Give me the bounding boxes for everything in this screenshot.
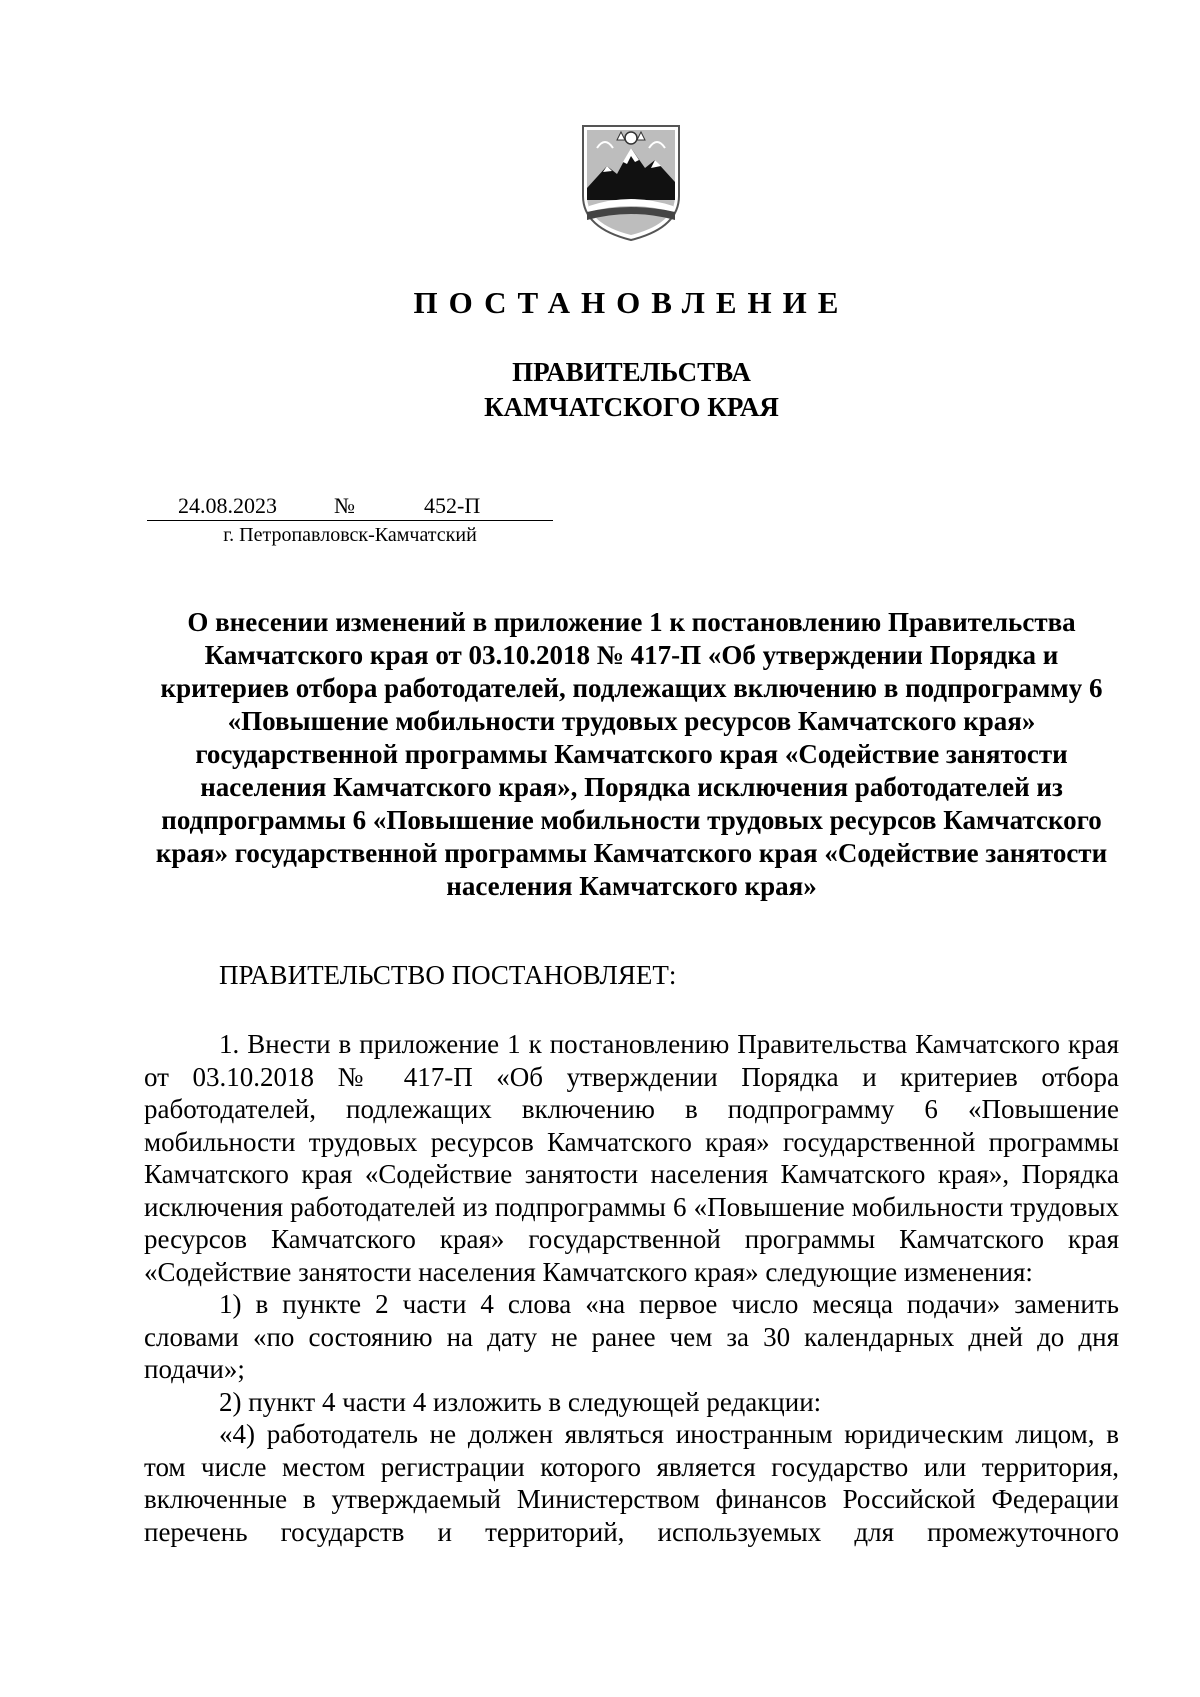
city-of-issue: г. Петропавловск-Камчатский (223, 524, 477, 546)
decree-heading: ПРАВИТЕЛЬСТВО ПОСТАНОВЛЯЕТ: (219, 960, 677, 990)
number-sign: № (334, 493, 355, 518)
kamchatka-coat-of-arms-icon (577, 108, 685, 242)
document-body (144, 1028, 1119, 1548)
authority-line-2: КАМЧАТСКОГО КРАЯ (484, 392, 779, 422)
paragraph-1: 1. Внести в приложение 1 к постановлению Правительства Камчатского края от 03.10.2018 № 417-П «Об утверждении Порядка и критериев отбора работодателей, подлежащих включению в подпрограмму 6 «Повышение мобильности трудовых ресурсов Камчатского края» государственной программы Камчатского края «Содействие занятости населения Камчатского края», Порядка исключения работодателей из подпрограммы 6 «Повышение мобильности трудовых ресурсов Камчатского края» государственной программы Камчатского края «Содействие занятости населения Камчатского края» следующие изменения: (144, 1029, 1119, 1287)
paragraph-4: «4) работодатель не должен являться иностранным юридическим лицом, в том числе местом регистрации которого является государство или территория, включенные в утверждаемый Министерством финансов Российской Федерации перечень государств и территорий, используемых для промежуточного (144, 1419, 1119, 1547)
document-date: 24.08.2023 (178, 493, 277, 518)
authority-line-1: ПРАВИТЕЛЬСТВА (512, 357, 751, 387)
paragraph-3: 2) пункт 4 части 4 изложить в следующей редакции: (219, 1386, 822, 1417)
registration-line (147, 490, 553, 521)
document-number: 452-П (424, 493, 481, 518)
issuing-authority (0, 355, 1200, 425)
paragraph-2: 1) в пункте 2 части 4 слова «на первое число месяца подачи» заменить словами «по состоянию на дату не ранее чем за 30 календарных дней до дня подачи»; (144, 1289, 1119, 1384)
document-type: ПОСТАНОВЛЕНИЕ (413, 285, 850, 320)
document-title: О внесении изменений в приложение 1 к постановлению Правительства Камчатского края от 03.10.2018 № 417-П «Об утверждении Порядка и критериев отбора работодателей, подлежащих включению в подпрограмму 6 «Повышение мобильности трудовых ресурсов Камчатского края» государственной программы Камчатского края «Содействие занятости населения Камчатского края», Порядка исключения работодателей из подпрограммы 6 «Повышение мобильности трудовых ресурсов Камчатского края» государственной программы Камчатского края «Содействие занятости населения Камчатского края» (155, 607, 1108, 901)
